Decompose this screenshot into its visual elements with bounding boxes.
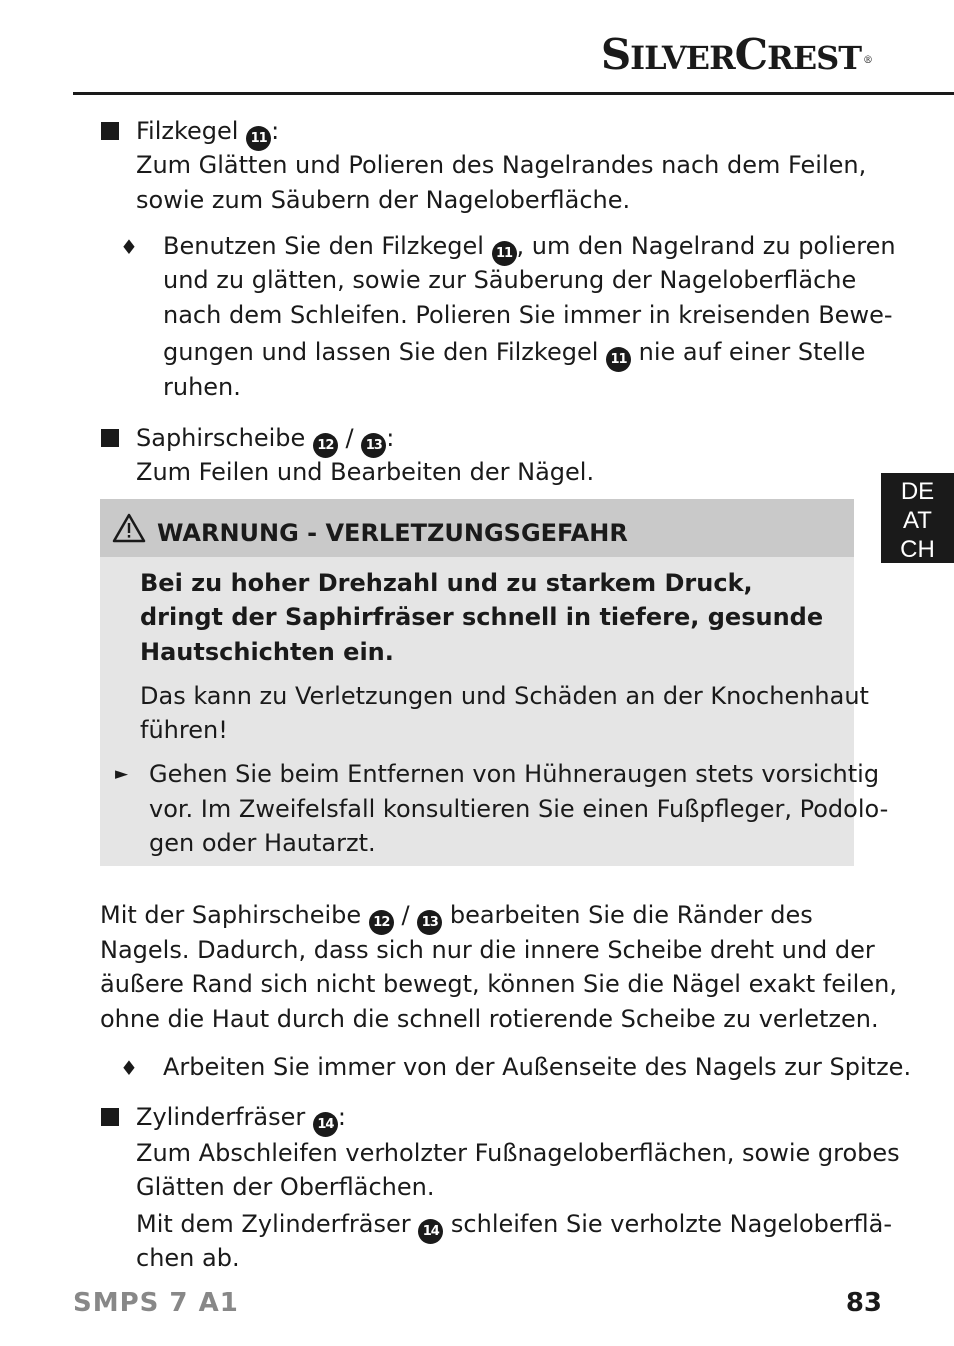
diamond-bullet-icon: ♦ xyxy=(120,235,138,259)
para-bullet: Arbeiten Sie immer von der Außenseite des Nagels zur Spitze. xyxy=(163,1053,912,1081)
footer-model: SMPS 7 A1 xyxy=(73,1288,239,1318)
page-number: 83 xyxy=(845,1288,882,1318)
warning-bold-2: dringt der Saphirfräser schnell in tiefere, gesunde xyxy=(140,603,824,631)
filzkegel-bullet-1: Benutzen Sie den Filzkegel 11 , um den Nagelrand zu polieren xyxy=(163,229,896,266)
square-bullet-icon xyxy=(101,122,119,140)
brand-logo: SILVERCREST ® xyxy=(600,30,872,79)
square-bullet-icon xyxy=(101,1108,119,1126)
filzkegel-bullet-3: nach dem Schleifen. Polieren Sie immer in kreisenden Bewe- xyxy=(163,301,893,329)
para-line-4: ohne die Haut durch die schnell rotierende Scheibe zu verletzen. xyxy=(100,1005,879,1033)
diamond-bullet-icon: ♦ xyxy=(120,1056,138,1080)
zylinder-text-4: chen ab. xyxy=(136,1244,240,1272)
para-line-3: äußere Rand sich nicht bewegt, können Sie die Nägel exakt feilen, xyxy=(100,970,897,998)
warning-advice-3: gen oder Hautarzt. xyxy=(149,829,376,857)
filzkegel-bullet-5: ruhen. xyxy=(163,373,241,401)
warning-advice-1: Gehen Sie beim Entfernen von Hühneraugen stets vorsichtig xyxy=(149,760,880,788)
para-line-1: Mit der Saphirscheibe 12 / 13 bearbeiten Sie die Ränder des xyxy=(100,898,813,935)
part-number-badge: 12 xyxy=(313,433,338,458)
warning-title: WARNUNG - VERLETZUNGSGEFAHR xyxy=(157,519,628,547)
part-number-badge: 13 xyxy=(361,433,386,458)
zylinder-text-2: Glätten der Oberflächen. xyxy=(136,1173,435,1201)
part-number-badge: 11 xyxy=(246,126,271,151)
zylinder-heading: Zylinderfräser 14 : xyxy=(136,1100,346,1137)
lang-ch: CH xyxy=(900,536,935,563)
part-number-badge: 13 xyxy=(417,910,442,935)
saphir-text: Zum Feilen und Bearbeiten der Nägel. xyxy=(136,458,595,486)
filzkegel-bullet-2: und zu glätten, sowie zur Säuberung der Nageloberfläche xyxy=(163,266,857,294)
warning-text-1: Das kann zu Verletzungen und Schäden an der Knochenhaut xyxy=(140,682,869,710)
header-rule xyxy=(73,92,954,95)
filzkegel-heading: Filzkegel 11 : xyxy=(136,114,279,151)
part-number-badge: 11 xyxy=(606,347,631,372)
para-line-2: Nagels. Dadurch, dass sich nur die innere Scheibe dreht und der xyxy=(100,936,875,964)
zylinder-text-1: Zum Abschleifen verholzter Fußnageloberflächen, sowie grobes xyxy=(136,1139,900,1167)
filzkegel-bullet-4: gungen und lassen Sie den Filzkegel 11 nie auf einer Stelle xyxy=(163,335,865,372)
part-number-badge: 12 xyxy=(369,910,394,935)
warning-triangle-icon xyxy=(112,513,146,543)
lang-de: DE xyxy=(900,478,935,505)
filzkegel-text-1: Zum Glätten und Polieren des Nagelrandes nach dem Feilen, xyxy=(136,151,867,179)
language-tab xyxy=(881,473,954,563)
square-bullet-icon xyxy=(101,429,119,447)
saphir-heading: Saphirscheibe 12 / 13 : xyxy=(136,421,394,458)
warning-advice-2: vor. Im Zweifelsfall konsultieren Sie einen Fußpfleger, Podolo- xyxy=(149,795,889,823)
zylinder-text-3: Mit dem Zylinderfräser 14 schleifen Sie verholzte Nageloberflä- xyxy=(136,1207,892,1244)
warning-bold-1: Bei zu hoher Drehzahl und zu starkem Druck, xyxy=(140,569,753,597)
part-number-badge: 11 xyxy=(492,241,517,266)
lang-at: AT xyxy=(903,507,932,534)
part-number-badge: 14 xyxy=(313,1112,338,1137)
arrow-bullet-icon: ► xyxy=(115,764,129,784)
warning-text-2: führen! xyxy=(140,716,228,744)
warning-bold-3: Hautschichten ein. xyxy=(140,638,394,666)
part-number-badge: 14 xyxy=(418,1219,443,1244)
filzkegel-text-2: sowie zum Säubern der Nageloberfläche. xyxy=(136,186,631,214)
